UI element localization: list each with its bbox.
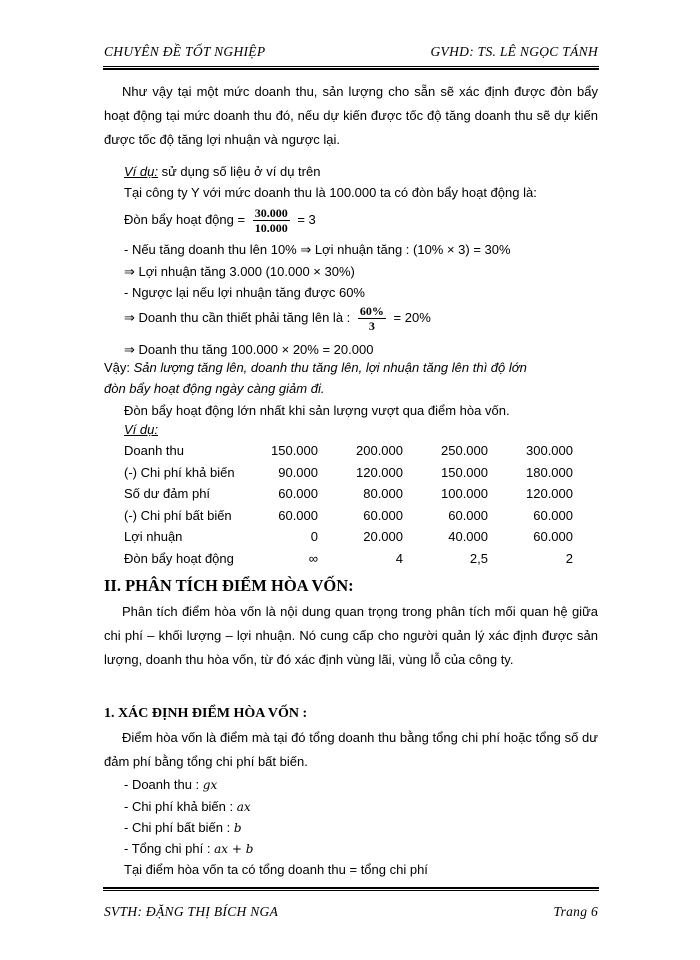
row-label: Số dư đảm phí [124,486,211,502]
table-row [124,526,573,548]
example1-heading: Ví dụ: sử dụng số liệu ở ví dụ trên [124,164,321,179]
breakeven-statement: Tại điểm hòa vốn ta có tổng doanh thu = tổng chi phí [124,862,428,877]
intro-paragraph: Như vậy tại một mức doanh thu, sản lượng cho sẵn sẽ xác định được đòn bẩy hoạt động tại mức doanh thu đó, nếu dự kiến được tốc độ tăng doanh thu sẽ dự kiến được tốc độ tăng lợi nhuận và ngược lại. [104,84,598,147]
table-cell: 150.000 [441,464,488,480]
table-cell: 40.000 [448,529,488,545]
table-cell: 2,5 [469,550,488,566]
fraction-profit-ratio: $\frac{30.000}{10.000}$ [254,206,288,236]
table-cell: 60.000 [533,507,573,523]
leverage-formula: Đòn bẩy hoạt động = $\frac{30.000}{10.000}$ = 3 [124,206,316,236]
fraction-revenue-increase: $\frac{60\%}{3}$ [359,304,384,334]
page-number: Trang 6 [553,904,598,919]
item-fixed-cost: - Chi phí bất biến : b [124,820,242,835]
table-cell: 180.000 [526,464,573,480]
example2-heading: Ví dụ: [124,422,158,437]
row-label: Doanh thu [124,443,184,459]
table-cell: 250.000 [441,443,488,459]
table-cell: 80.000 [363,486,403,502]
row-label: (-) Chi phí bất biến [124,507,232,523]
conclusion-line2: đòn bẩy hoạt động ngày càng giảm đi. [104,381,325,396]
example1-line3: ⇒ Lợi nhuận tăng 3.000 (10.000 × 30%) [124,264,355,279]
example1-line2: - Nếu tăng doanh thu lên 10% ⇒ Lợi nhuận tăng : (10% × 3) = 30% [124,242,511,257]
item-total-cost: - Tổng chi phí : ax + b [124,841,254,856]
table-cell: 60.000 [278,507,318,523]
table-row [124,548,573,570]
example1-line5: ⇒ Doanh thu cần thiết phải tăng lên là : $\frac{60\%}{3}$ = 20% [124,304,431,334]
header-left: CHUYÊN ĐỀ TỐT NGHIỆP [104,44,266,59]
footer-left: SVTH: ĐẶNG THỊ BÍCH NGA [104,904,279,919]
table-row [124,505,573,527]
table-cell: 60.000 [533,529,573,545]
table-cell: 20.000 [363,529,403,545]
table-row [124,462,573,484]
table-cell: 60.000 [278,486,318,502]
item-variable-cost: - Chi phí khả biến : ax [124,799,251,814]
table-cell: 120.000 [356,464,403,480]
table-cell: 120.000 [526,486,573,502]
table-cell: ∞ [308,550,318,566]
table-cell: 200.000 [356,443,403,459]
header-right: GVHD: TS. LÊ NGỌC TÁNH [430,44,598,59]
header-rule [103,66,599,70]
table-cell: 2 [565,550,573,566]
table-cell: 150.000 [271,443,318,459]
table-row [124,483,573,505]
subsection-title: 1. XÁC ĐỊNH ĐIỂM HÒA VỐN : [104,706,308,721]
row-label: Đòn bẩy hoạt động [124,550,234,566]
section2-paragraph: Phân tích điểm hòa vốn là nội dung quan trọng trong phân tích mối quan hệ giữa chi phí – khối lượng – lợi nhuận. Nó cung cấp cho người quản lý xác định được sản lượng, doanh thu hòa vốn, từ đó xác định vùng lãi, vùng lỗ của công ty. [104,604,598,667]
table-row [124,440,573,462]
example1-line4: - Ngược lại nếu lợi nhuận tăng được 60% [124,285,365,300]
table-cell: 0 [310,529,318,545]
conclusion-line1: Vậy: Sản lượng tăng lên, doanh thu tăng lên, lợi nhuận tăng lên thì độ lớn [104,360,527,375]
table-cell: 90.000 [278,464,318,480]
table-cell: 300.000 [526,443,573,459]
table-cell: 60.000 [448,507,488,523]
section-title: II. PHÂN TÍCH ĐIỂM HÒA VỐN: [104,576,354,595]
subsection1-paragraph: Điểm hòa vốn là điểm mà tại đó tổng doanh thu bằng tổng chi phí hoặc tổng số dư đảm phí bằng tổng chi phí bất biến. [104,730,598,769]
row-label: (-) Chi phí khả biến [124,464,235,480]
table-cell: 100.000 [441,486,488,502]
example1-line6: ⇒ Doanh thu tăng 100.000 × 20% = 20.000 [124,342,374,357]
leverage-table [124,440,573,569]
table-cell: 60.000 [363,507,403,523]
example1-line1: Tại công ty Y với mức doanh thu là 100.000 ta có đòn bẩy hoạt động là: [124,185,537,200]
table-cell: 4 [395,550,403,566]
item-revenue: - Doanh thu : gx [124,777,218,792]
example1-note: Đòn bẩy hoạt động lớn nhất khi sản lượng vượt qua điểm hòa vốn. [124,403,510,418]
footer-rule [103,887,599,891]
row-label: Lợi nhuận [124,529,183,545]
